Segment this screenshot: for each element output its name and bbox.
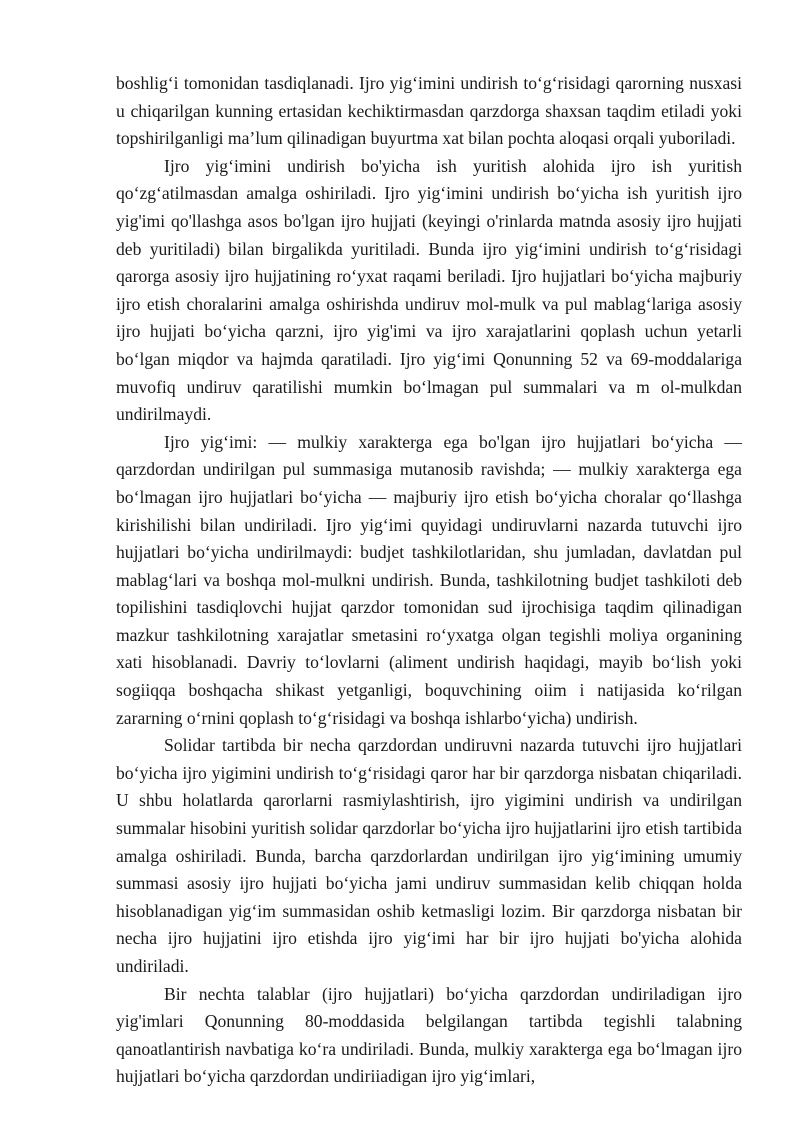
- paragraph-5: Bir nechta talablar (ijro hujjatlari) bo‘yicha qarzdordan undiriladigan ijro yig'imlari Qonunning 80-moddasida belgilangan tartibda tegishli talabning qanoatlantirish navbatiga ko‘ra undiriladi. Bunda, mulkiy xarakterga ega bo‘lmagan ijro hujjatlari bo‘yicha qarzdordan undiriiadigan ijro yig‘imlari,: [116, 983, 742, 1087]
- paragraph-2: Ijro yig‘imini undirish bo'yicha ish yuritish alohida ijro ish yuritish qo‘zg‘atilmasdan amalga oshiriladi. Ijro yig‘imini undirish bo‘yicha ish yuritish ijro yig'imi qo'llashga asos bo'lgan ijro hujjati (keyingi o'rinlarda matnda asosiy ijro hujjati deb yuritiladi) bilan birgalikda yuritiladi. Bunda ijro yig‘imini undirish to‘g‘risidagi qarorga asosiy ijro hujjatining ro‘yxat raqami beriladi. Ijro hujjatlari bo‘yicha majburiy ijro etish choralarini amalga oshirishda undiruv mol-mulk va pul mablag‘lariga asosiy ijro hujjati bo‘yicha qarzni, ijro yig'imi va ijro xarajatlarini qoplash uchun yetarli bo‘lgan miqdor va hajmda qaratiladi. Ijro yig‘imi Qonunning 52 va 69-moddalariga muvofiq undiruv qaratilishi mumkin bo‘lmagan pul summalari va m ol-mulkdan undirilmaydi.: [116, 155, 742, 425]
- paragraph-1: boshlig‘i tomonidan tasdiqlanadi. Ijro yig‘imini undirish to‘g‘risidagi qarorning nusxasi u chiqarilgan kunning ertasidan kechiktirmasdan qarzdorga shaxsan taqdim etiladi yoki topshirilganligi ma’lum qilinadigan buyurtma xat bilan pochta aloqasi orqali yuboriladi.: [116, 73, 742, 149]
- paragraph-3: Ijro yig‘imi: — mulkiy xarakterga ega bo'lgan ijro hujjatlari bo‘yicha — qarzdordan undirilgan pul summasiga mutanosib ravishda; — mulkiy xarakterga ega bo‘lmagan ijro hujjatlari bo‘yicha — majburiy ijro etish bo‘yicha choralar qo‘llashga kirishilishi bilan undiriladi. Ijro yig‘imi quyidagi undiruvlarni nazarda tutuvchi ijro hujjatlari bo‘yicha undirilmaydi: budjet tashkilotlaridan, shu jumladan, davlatdan pul mablag‘lari va boshqa mol-mulkni undirish. Bunda, tashkilotning budjet tashkiloti deb topilishini tasdiqlovchi hujjat qarzdor tomonidan sud ijrochisiga taqdim qilinadigan mazkur tashkilotning xarajatlar smetasini ro‘yxatga olgan tegishli moliya organining xati hisoblanadi. Davriy to‘lovlarni (aliment undirish haqidagi, mayib bo‘lish yoki sogiiqqa boshqacha shikast yetganligi, boquvchining oiim i natijasida ko‘rilgan zararning o‘rnini qoplash to‘g‘risidagi va boshqa ishlarbo‘yicha) undirish.: [116, 431, 742, 728]
- document-page: [116, 70, 742, 1091]
- paragraph-4: Solidar tartibda bir necha qarzdordan undiruvni nazarda tutuvchi ijro hujjatlari bo‘yicha ijro yigimini undirish to‘g‘risidagi qaror har bir qarzdorga nisbatan chiqariladi. U shbu holatlarda qarorlarni rasmiylashtirish, ijro yigimini undirish va undirilgan summalar hisobini yuritish solidar qarzdorlar bo‘yicha ijro hujjatlarini ijro etish tartibida amalga oshiriladi. Bunda, barcha qarzdorlardan undirilgan ijro yig‘imining umumiy summasi asosiy ijro hujjati bo‘yicha jami undiruv summasidan kelib chiqqan holda hisoblanadigan yig‘im summasidan oshib ketmasligi lozim. Bir qarzdorga nisbatan bir necha ijro hujjatini ijro etishda ijro yig‘imi har bir ijro hujjati bo'yicha alohida undiriladi.: [116, 735, 742, 976]
